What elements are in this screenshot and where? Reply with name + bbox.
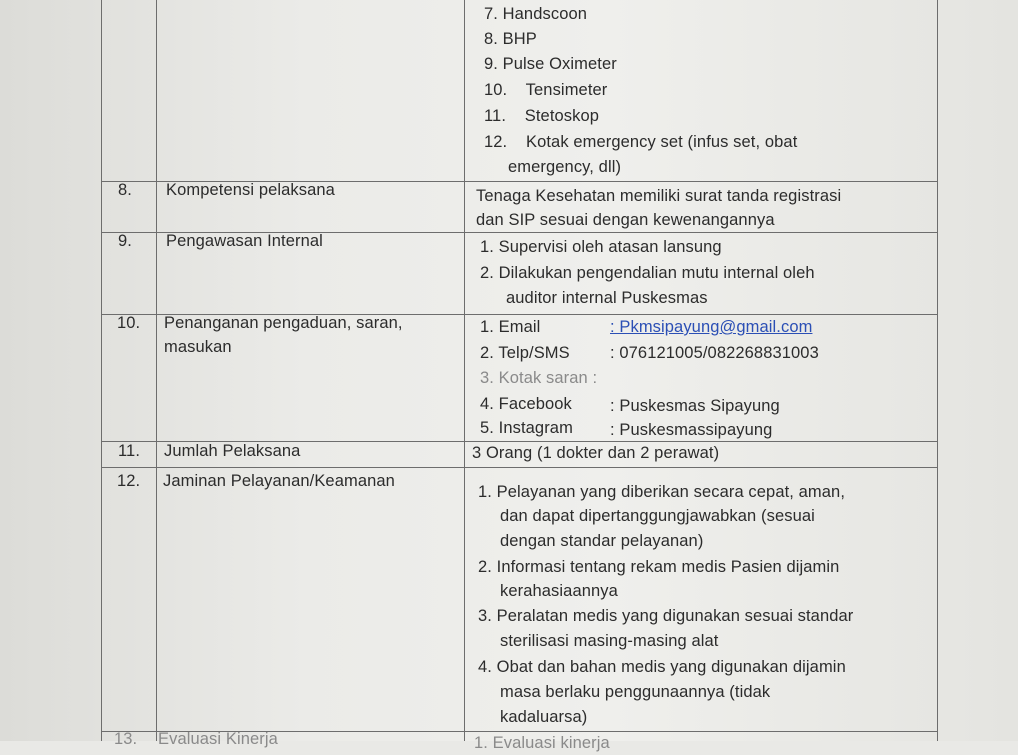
list-item: emergency, dll) [508,158,622,176]
row-label: masukan [164,338,232,356]
row-value: auditor internal Puskesmas [506,289,708,307]
row-value: 2. Informasi tentang rekam medis Pasien dijamin [478,558,840,576]
contact-label: 3. Kotak saran : [480,369,598,387]
contact-label: 4. Facebook [480,395,572,413]
row-number: 10. [117,314,141,332]
row-value: dan dapat dipertanggungjawabkan (sesuai [500,507,815,525]
row-value: Tenaga Kesehatan memiliki surat tanda registrasi [476,187,842,205]
contact-label: 5. Instagram [480,419,573,437]
row-label: Jumlah Pelaksana [164,442,301,460]
row-divider-12 [101,467,938,468]
list-item: 9. Pulse Oximeter [484,55,617,73]
row-label: Kompetensi pelaksana [166,181,335,199]
list-item: 8. BHP [484,30,537,48]
table-border-col2 [464,0,465,741]
row-label: Evaluasi Kinerja [158,730,278,748]
row-label: Jaminan Pelayanan/Keamanan [163,472,395,490]
row-value: dan SIP sesuai dengan kewenangannya [476,211,775,229]
table-border-col1 [156,0,157,741]
row-value: sterilisasi masing-masing alat [500,632,719,650]
row-number: 9. [118,232,132,250]
contact-label: 2. Telp/SMS [480,344,570,362]
row-value: 2. Dilakukan pengendalian mutu internal oleh [480,264,815,282]
contact-value: : 076121005/082268831003 [610,344,819,362]
contact-label: 1. Email [480,318,541,336]
row-number: 12. [117,472,141,490]
row-value: 3. Peralatan medis yang digunakan sesuai standar [478,607,854,625]
list-item: 10. Tensimeter [484,81,608,99]
row-number: 13. [114,730,138,748]
row-value: 4. Obat dan bahan medis yang digunakan dijamin [478,658,846,676]
row-value: kadaluarsa) [500,708,588,726]
table-border-right [937,0,938,741]
row-value: masa berlaku penggunaannya (tidak [500,683,771,701]
row-value: dengan standar pelayanan) [500,532,704,550]
row-number: 8. [118,181,132,199]
list-item: 12. Kotak emergency set (infus set, obat [484,133,798,151]
row-number: 11. [118,442,141,460]
list-item: 11. Stetoskop [484,107,600,125]
row-label: Pengawasan Internal [166,232,323,250]
contact-email-link[interactable]: : Pkmsipayung@gmail.com [610,318,813,336]
table-border-left [101,0,102,741]
row-value: kerahasiaannya [500,582,618,600]
contact-value: : Puskesmas Sipayung [610,397,780,415]
row-value: 1. Evaluasi kinerja [474,734,610,752]
row-value: 3 Orang (1 dokter dan 2 perawat) [472,444,720,462]
list-item: 7. Handscoon [484,5,588,23]
contact-value: : Puskesmassipayung [610,421,773,439]
row-value: 1. Pelayanan yang diberikan secara cepat, aman, [478,483,846,501]
row-value: 1. Supervisi oleh atasan lansung [480,238,722,256]
row-label: Penanganan pengaduan, saran, [164,314,403,332]
